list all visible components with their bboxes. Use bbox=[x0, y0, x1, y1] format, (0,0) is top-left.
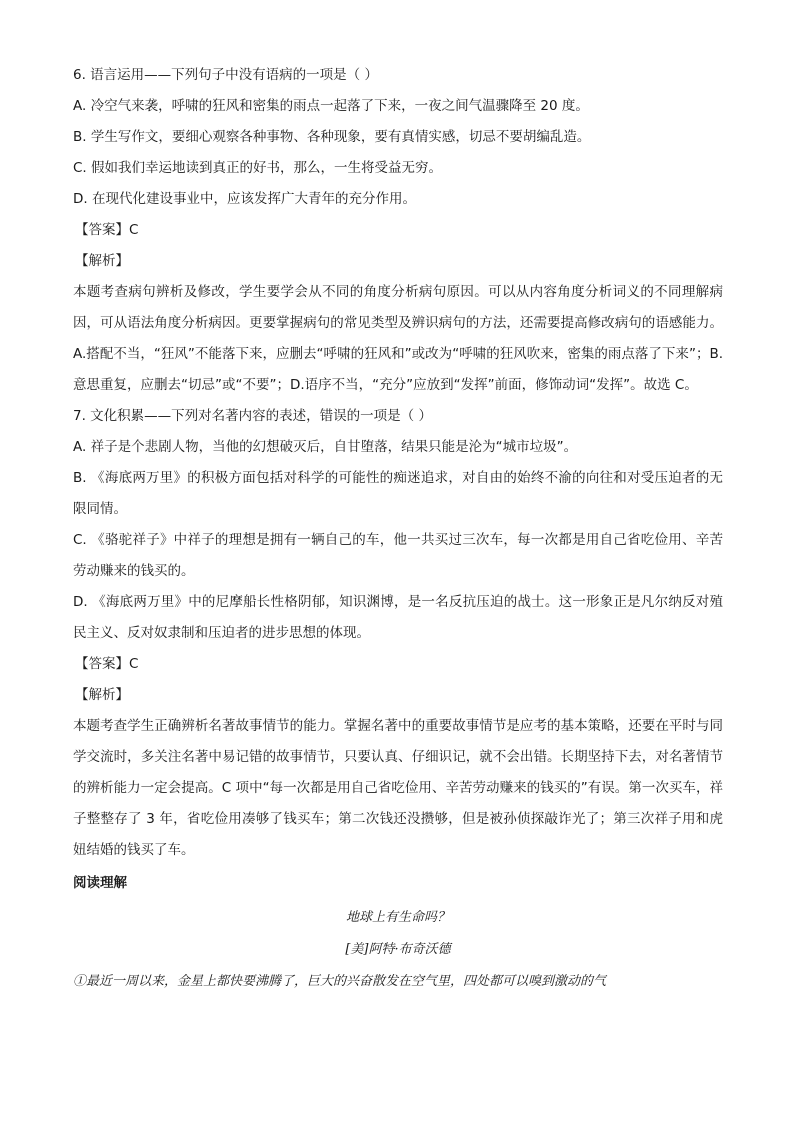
option-d: D. 在现代化建设事业中，应该发挥广大青年的充分作用。 bbox=[73, 191, 416, 207]
analysis-label: 【解析】 bbox=[75, 687, 129, 703]
option-b: B. 学生写作文，要细心观察各种事物、各种现象，要有真情实感，切忌不要胡编乱造。 bbox=[73, 129, 591, 145]
option-b: B. 《海底两万里》的积极方面包括对科学的可能性的痴迷追求，对自由的始终不渝的向往和对受压迫者的无限同情。 bbox=[73, 470, 723, 517]
answer-label: 【答案】C bbox=[75, 656, 139, 672]
analysis-text: 本题考查病句辨析及修改，学生要学会从不同的角度分析病句原因。可以从内容角度分析词义的不同理解病因，可从语法角度分析病因。更要掌握病句的常见类型及辨识病句的方法，还需要提高修改病句的语感能力。A.搭配不当，“狂风”不能落下来，应删去“呼啸的狂风和”或改为“呼啸的狂风吹来，密集的雨点落了下来”；B.意思重复，应删去“切忌”或“不要”；D.语序不当，“充分”应放到“发挥”前面，修饰动词“发挥”。故选 C。 bbox=[73, 284, 723, 393]
option-c: C. 假如我们幸运地读到真正的好书，那么，一生将受益无穷。 bbox=[73, 160, 443, 176]
option-a: A. 冷空气来袭，呼啸的狂风和密集的雨点一起落了下来，一夜之间气温骤降至 20 度。 bbox=[73, 98, 589, 114]
answer-label: 【答案】C bbox=[75, 222, 139, 238]
reading-author: [美]阿特·布奇沃德 bbox=[345, 942, 451, 957]
question-7 bbox=[73, 401, 723, 866]
reading-paragraph: ①最近一周以来，金星上都快要沸腾了，巨大的兴奋散发在空气里，四处都可以嗅到激动的气 bbox=[73, 974, 607, 989]
question-stem: 7. 文化积累——下列对名著内容的表述，错误的一项是（ ） bbox=[73, 408, 432, 424]
question-6 bbox=[73, 60, 723, 401]
question-stem: 6. 语言运用——下列句子中没有语病的一项是（ ） bbox=[73, 67, 378, 83]
document-page bbox=[73, 60, 723, 998]
option-a: A. 祥子是个悲剧人物，当他的幻想破灭后，自甘堕落，结果只能是沦为“城市垃圾”。 bbox=[73, 439, 578, 455]
reading-section bbox=[73, 868, 723, 998]
section-title: 阅读理解 bbox=[73, 875, 127, 891]
analysis-label: 【解析】 bbox=[75, 253, 129, 269]
analysis-text: 本题考查学生正确辨析名著故事情节的能力。掌握名著中的重要故事情节是应考的基本策略，还要在平时与同学交流时，多关注名著中易记错的故事情节，只要认真、仔细识记，就不会出错。长期坚持下去，对名著情节的辨析能力一定会提高。C 项中“每一次都是用自己省吃俭用、辛苦劳动赚来的钱买的”有误。第一次买车，祥子整整存了 3 年，省吃俭用凑够了钱买车；第二次钱还没攒够，但是被孙侦探敲诈光了；第三次祥子用和虎妞结婚的钱买了车。 bbox=[73, 718, 723, 858]
option-c: C. 《骆驼祥子》中祥子的理想是拥有一辆自己的车，他一共买过三次车，每一次都是用自己省吃俭用、辛苦劳动赚来的钱买的。 bbox=[73, 532, 723, 579]
reading-title: 地球上有生命吗？ bbox=[345, 910, 450, 925]
option-d: D. 《海底两万里》中的尼摩船长性格阴郁，知识渊博，是一名反抗压迫的战士。这一形象正是凡尔纳反对殖民主义、反对奴隶制和压迫者的进步思想的体现。 bbox=[73, 594, 723, 641]
